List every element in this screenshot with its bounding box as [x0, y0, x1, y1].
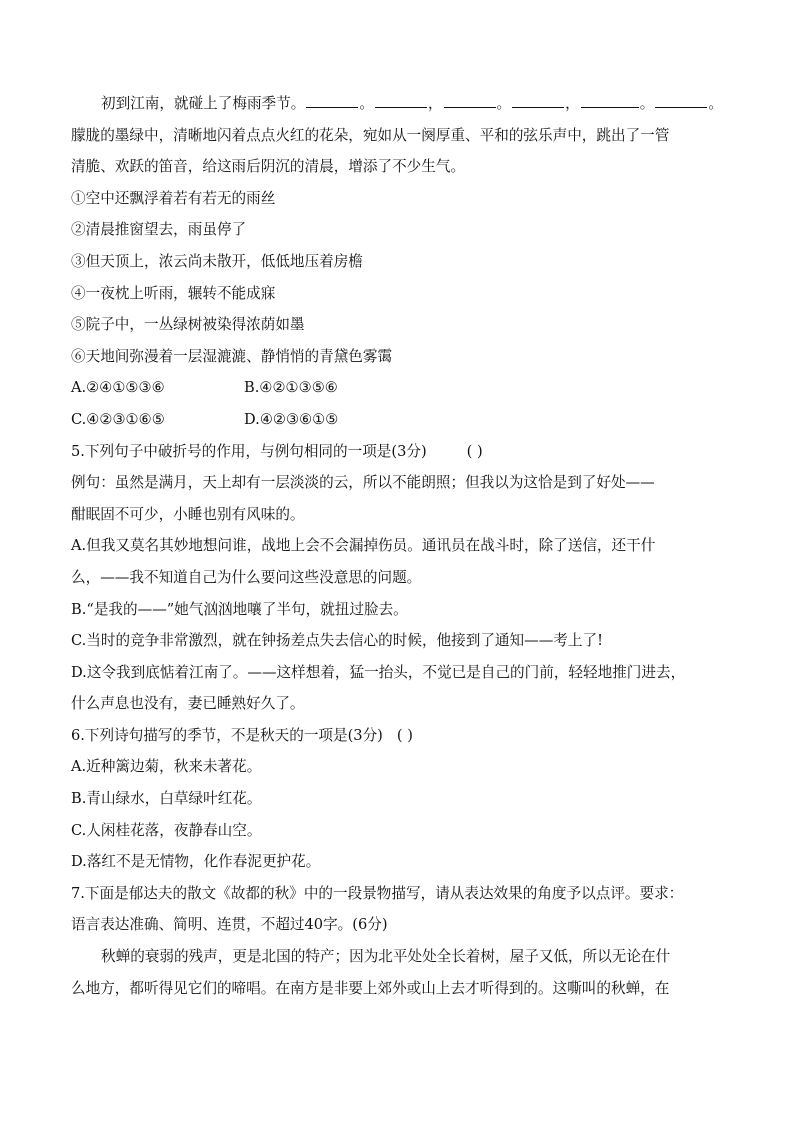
q5-option-d-line1: D.这令我到底惦着江南了。——这样想着，猛一抬头，不觉已是自己的门前，轻轻地推门进去， — [71, 663, 686, 681]
answer-blank-1[interactable] — [306, 93, 358, 108]
q5-option-d-line2: 什么声息也没有，妻已睡熟好久了。 — [71, 695, 305, 713]
q6-option-a: A.近种篱边菊，秋来未著花。 — [71, 758, 262, 776]
q5-example-line1: 例句：虽然是满月，天上却有一层淡淡的云，所以不能朗照；但我以为这恰是到了好处—— — [71, 474, 655, 492]
punctuation: 。 — [359, 95, 374, 112]
q4-item: ③但天顶上，浓云尚未散开，低低地压着房檐 — [71, 252, 363, 270]
q7-stem-line2: 语言表达准确、简明、连贯，不超过40字。(6分) — [71, 916, 388, 934]
answer-blank-4[interactable] — [512, 93, 564, 108]
q7-stem-line1: 7.下面是郁达夫的散文《故都的秋》中的一段景物描写，请从表达效果的角度予以点评。要求： — [71, 884, 684, 902]
q5-option-b: B.“是我的——”她气汹汹地嚷了半句，就扭过脸去。 — [71, 600, 408, 618]
q5-option-a-line2: 么，——我不知道自己为什么要问这些没意思的问题。 — [71, 568, 422, 586]
q7-passage-line1: 秋蝉的衰弱的残声，更是北国的特产；因为北平处处全长着树，屋子又低，所以无论在什 — [101, 948, 671, 966]
q4-passage-line2: 朦胧的墨绿中，清晰地闪着点点火红的花朵，宛如从一阕厚重、平和的弦乐声中，跳出了一管 — [71, 126, 670, 144]
q5-stem — [71, 436, 731, 468]
q4-passage-line3: 清脆、欢跃的笛音，给这雨后阴沉的清晨，增添了不少生气。 — [71, 158, 466, 176]
answer-parentheses[interactable]: ( ) — [396, 726, 413, 744]
q4-options-row-2 — [71, 404, 731, 436]
q4-item: ⑥天地间弥漫着一层湿漉漉、静悄悄的青黛色雾霭 — [71, 347, 393, 365]
q6-stem — [71, 720, 731, 752]
answer-parentheses[interactable]: ( ) — [466, 442, 483, 460]
answer-blank-2[interactable] — [375, 93, 427, 108]
q4-passage-line1 — [71, 88, 731, 120]
punctuation: 。 — [639, 95, 655, 112]
q5-stem-text: 5.下列句子中破折号的作用，与例句相同的一项是(3分) — [71, 442, 427, 460]
q4-option-a[interactable]: A.②④①⑤③⑥ — [71, 379, 165, 397]
answer-blank-6[interactable] — [655, 93, 707, 108]
q7-passage-line2: 么地方，都听得见它们的啼唱。在南方是非要上郊外或山上去才听得到的。这嘶叫的秋蝉，在 — [71, 979, 670, 997]
q4-passage-lead: 初到江南，就碰上了梅雨季节。 — [101, 95, 306, 112]
q6-stem-text: 6.下列诗句描写的季节，不是秋天的一项是(3分) — [71, 726, 383, 744]
q5-option-c: C.当时的竞争非常激烈，就在钟扬差点失去信心的时候，他接到了通知——考上了! — [71, 632, 603, 650]
q4-option-c[interactable]: C.④②③①⑥⑤ — [71, 410, 165, 428]
q5-option-a-line1: A.但我又莫名其妙地想问谁，战地上会不会漏掉伤员。通讯员在战斗时，除了送信，还干什 — [71, 537, 656, 555]
q5-example-line2: 酣眠固不可少，小睡也别有风味的。 — [71, 505, 305, 523]
q6-option-b: B.青山绿水，白草绿叶红花。 — [71, 790, 262, 808]
q4-option-d[interactable]: D.④②③⑥①⑤ — [244, 410, 339, 428]
q4-item: ④一夜枕上听雨，辗转不能成寐 — [71, 284, 276, 302]
q4-options-row-1 — [71, 372, 731, 404]
punctuation: 。 — [496, 95, 512, 112]
q4-item: ⑤院子中，一丛绿树被染得浓荫如墨 — [71, 316, 305, 334]
punctuation: ， — [427, 95, 443, 112]
q6-option-c: C.人闲桂花落，夜静春山空。 — [71, 821, 262, 839]
q4-item: ①空中还飘浮着若有若无的雨丝 — [71, 189, 276, 207]
q4-item: ②清晨推窗望去，雨虽停了 — [71, 221, 247, 239]
exam-page — [71, 88, 731, 1004]
answer-blank-3[interactable] — [444, 93, 496, 108]
q6-option-d: D.落红不是无情物，化作春泥更护花。 — [71, 853, 321, 871]
punctuation: 。 — [708, 95, 723, 112]
answer-blank-5[interactable] — [581, 93, 639, 108]
punctuation: ， — [565, 95, 580, 112]
q4-option-b[interactable]: B.④②①③⑤⑥ — [244, 379, 338, 397]
